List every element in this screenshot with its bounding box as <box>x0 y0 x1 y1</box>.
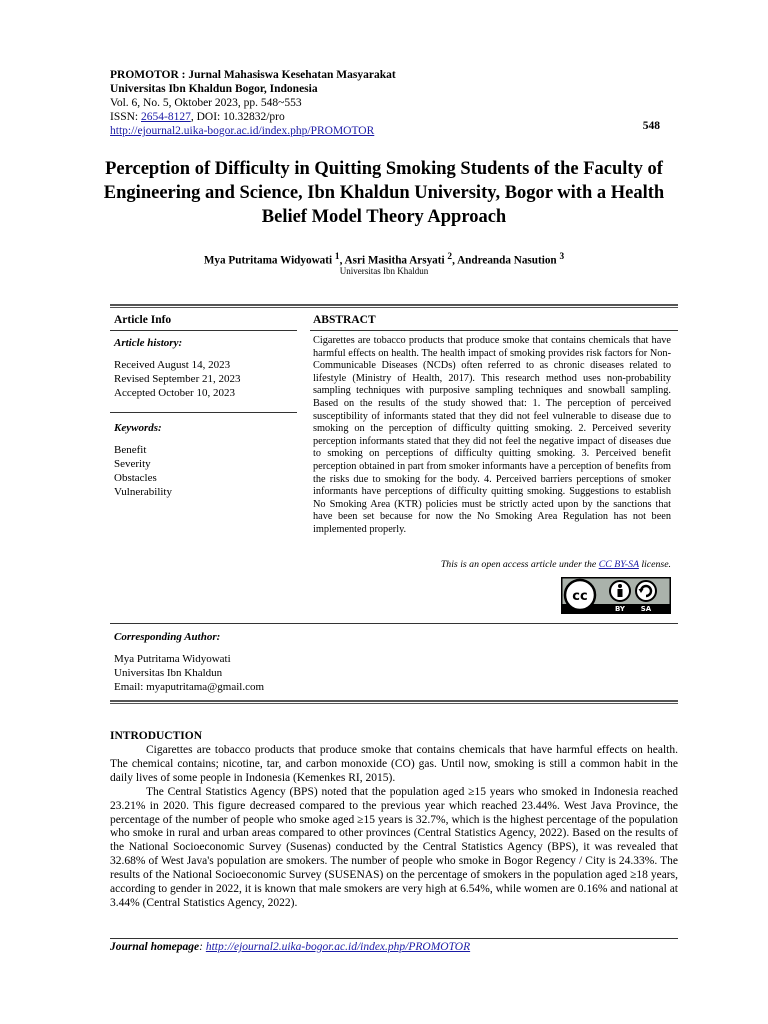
svg-text:cc: cc <box>572 589 588 604</box>
corresponding-label: Corresponding Author: <box>114 631 221 643</box>
intro-paragraph-1: Cigarettes are tobacco products that produce smoke that contains chemicals that have harmful effects on health. The chemical contains; nicotine, tar, and carbon monoxide (CO) gas. Until now, smoking is still a common habit in the daily lives of some people in Indonesia (Kemenkes RI, 2015). <box>110 744 678 784</box>
keyword: Vulnerability <box>114 486 172 498</box>
journal-url-link[interactable]: http://ejournal2.uika-bogor.ac.id/index.php/PROMOTOR <box>110 125 375 137</box>
revised-date: Revised September 21, 2023 <box>114 373 241 385</box>
issn-doi-line: ISSN: 2654-8127, DOI: 10.32832/pro <box>110 111 285 123</box>
university-name: Universitas Ibn Khaldun Bogor, Indonesia <box>110 83 318 95</box>
page-number: 548 <box>642 120 660 132</box>
history-rule <box>110 412 297 413</box>
article-history-label: Article history: <box>114 337 183 349</box>
svg-text:BY: BY <box>614 605 626 613</box>
issn-link[interactable]: 2654-8127 <box>141 111 191 123</box>
affiliation: Universitas Ibn Khaldun <box>339 266 429 276</box>
keyword: Obstacles <box>114 472 157 484</box>
author-list: Mya Putritama Widyowati $^1$, Asri Masitha Arsyati $^2$, Andreanda Nasution $^3$ <box>203 252 565 267</box>
article-dates <box>114 358 240 400</box>
corresponding-email: Email: myaputritama@gmail.com <box>114 681 265 693</box>
svg-text:SA: SA <box>640 605 652 613</box>
cc-license-link[interactable]: CC BY-SA <box>598 559 639 570</box>
keywords-label: Keywords: <box>114 422 162 434</box>
bottom-divider <box>110 700 678 704</box>
keyword: Severity <box>114 458 151 470</box>
cc-by-sa-badge[interactable] <box>561 577 671 614</box>
corresponding-details <box>114 652 264 694</box>
abstract-text: Cigarettes are tobacco products that produce smoke that contains chemicals that have harmful effects on health. The health impact of smoking provides risk factors for Non-Communicable Diseases (NCDs) often referred to as chronic diseases related to lifestyle (Ministry of Health, 2017). This research method uses non-probability sampling techniques with purposive sampling techniques and snowball sampling. Based on the results of the study showed that: 1. The perception of perceived susceptibility of informants stated that they did not feel vulnerable to disease due to smoking on the perception of difficulty quitting smoking. 2. Perceived severity perception informants stated that they did not feel the negative impact of diseases due to smoking on perceptions of difficulty quitting smoking. 3. Perceived benefit perception obtained in part from smoker informants have a perception of benefits from the risks due to smoking for the body. 4. Perceived barriers perceptions of smoker informants have perceptions of difficulty quitting smoking. Suggestions to establish No Smoking Area (KTR) policies must be strictly acted upon by the sanctions that have been set because for now the No Smoking Area Regulation has not been implemented properly. <box>313 335 671 535</box>
journal-header <box>110 68 396 138</box>
open-access-note: This is an open access article under the CC BY-SA license. <box>440 559 671 570</box>
corresponding-rule <box>110 623 678 624</box>
accepted-date: Accepted October 10, 2023 <box>114 387 235 399</box>
volume-info: Vol. 6, No. 5, Oktober 2023, pp. 548~553 <box>110 97 302 109</box>
top-divider <box>110 304 678 308</box>
footer-rule <box>110 938 678 939</box>
keyword: Benefit <box>114 444 147 456</box>
homepage-link[interactable]: http://ejournal2.uika-bogor.ac.id/index.php/PROMOTOR <box>205 941 471 953</box>
corresponding-name: Mya Putritama Widyowati <box>114 653 231 665</box>
introduction-body <box>110 744 678 911</box>
keyword-list <box>114 443 172 499</box>
journal-name: PROMOTOR : Jurnal Mahasiswa Kesehatan Masyarakat <box>110 69 396 81</box>
intro-paragraph-2: The Central Statistics Agency (BPS) noted that the population aged ≥15 years who smoked in Indonesia reached 23.21% in 2020. This figure decreased compared to the previous year which reached 23.44%. West Java Province, the percentage of the number of people who smoke aged ≥15 years is 32.7%, which is the highest percentage of the population who smoke in rural and urban areas compared to other provinces (Central Statistics Agency, 2022). Based on the results of the National Socioeconomic Survey (Susenas) conducted by the Central Statistics Agency (BPS), it was revealed that 32.68% of West Java's population are smokers. The number of people who smoke in Bogor Regency / City is 24.33%. The results of the National Socioeconomic Survey (SUSENAS) on the percentage of smokers in the population aged ≥18 years, according to gender in 2022, it is known that male smokers are very high at 6.54%, while women are 0.16% and national at 3.44% (Central Statistics Agency, 2022). <box>110 785 678 909</box>
corresponding-institution: Universitas Ibn Khaldun <box>114 667 223 679</box>
journal-homepage-footer: Journal homepage: http://ejournal2.uika-bogor.ac.id/index.php/PROMOTOR <box>110 941 471 953</box>
abstract-rule <box>310 330 678 331</box>
article-info-rule <box>110 330 297 331</box>
introduction-heading: INTRODUCTION <box>110 730 203 742</box>
article-info-heading: Article Info <box>114 314 172 326</box>
received-date: Received August 14, 2023 <box>114 359 231 371</box>
cc-badge-icon <box>561 577 671 614</box>
paper-title: Perception of Difficulty in Quitting Smoking Students of the Faculty of Engineering and Science, Ibn Khaldun University, Bogor with a Health Belief Model Theory Approach <box>103 159 665 227</box>
abstract-heading: ABSTRACT <box>313 314 376 326</box>
